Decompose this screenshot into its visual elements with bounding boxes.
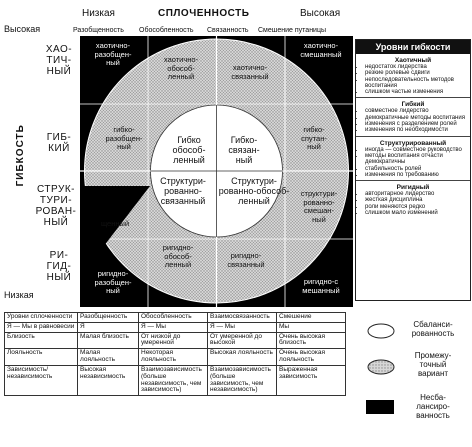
low-flexibility-label: Низкая <box>4 290 34 300</box>
table-cell: Я — Мы <box>208 322 277 332</box>
list-item: • совместное лидерство <box>365 108 468 114</box>
panel-title: Уровни гибкости <box>356 40 470 54</box>
label-line: ленный <box>238 196 270 207</box>
label-rigid-disengaged <box>84 270 142 296</box>
legend-line: рованность <box>411 329 455 339</box>
table-cell: Мы <box>277 322 346 332</box>
label-chaotic-enmeshed <box>292 42 350 59</box>
list-item: • роли меняются редко <box>365 204 468 210</box>
label-flexible-disengaged <box>96 126 152 152</box>
label-structured-disengaged <box>90 220 140 229</box>
cohesion-level-1: Обособленность <box>139 27 194 34</box>
flex-level-chaotic-line: ТИЧ- <box>46 55 72 66</box>
label-line: ленный <box>164 260 192 270</box>
label-line: ленный <box>167 72 195 82</box>
legend-balanced-swatch <box>366 322 396 340</box>
label-chaotic-disengaged <box>84 42 142 68</box>
label-line: связанный <box>227 259 265 269</box>
label-structured-enmeshed <box>292 190 346 225</box>
cohesion-level-2: Связанность <box>207 27 249 34</box>
flex-level-flexible-line: КИЙ <box>48 143 70 154</box>
table-cell: Зависимость/ независимость <box>5 365 78 395</box>
flexibility-title: ГИБКОСТЬ <box>14 124 26 187</box>
high-cohesion-label: Высокая <box>300 8 341 19</box>
flex-level-flexible-line: ГИБ- <box>46 132 72 143</box>
table-cell: Взаимозависимость (больше независимость, чем зависимость) <box>139 365 208 395</box>
panel-section-structured <box>356 137 470 181</box>
label-line: рованно- <box>303 197 335 207</box>
label-line: обособ- <box>164 251 192 261</box>
label-line: ный <box>106 286 120 296</box>
list-item: • слишком частые изменения <box>365 89 468 95</box>
label-line: обособ- <box>167 63 195 73</box>
legend-intermediate-swatch <box>366 358 396 376</box>
section-title: Гибкий <box>401 101 425 109</box>
list-item: • иногда — совместное руководство <box>365 147 468 153</box>
list-item: • слишком мало изменений <box>365 210 468 216</box>
label-line: хаотично- <box>232 63 268 72</box>
label-line: ригидно- <box>162 243 194 252</box>
label-rigid-connected <box>212 252 280 269</box>
list-item: • изменения с разделением ролей <box>365 121 468 127</box>
flex-level-structured-line: РОВАН- <box>35 206 77 217</box>
label-line: связан- <box>228 145 260 156</box>
flex-level-rigid-line: НЫЙ <box>46 272 72 283</box>
table-cell: От умеренной до высокой <box>208 332 277 349</box>
table-cell: Я <box>78 322 139 332</box>
panel-section-flexible <box>356 98 470 136</box>
table-row <box>5 332 346 349</box>
list-item: • изменения по необходимости <box>365 127 468 133</box>
table-cell: Некоторая лояльность <box>139 349 208 366</box>
flex-level-chaotic-line: НЫЙ <box>46 66 72 77</box>
table-header-cell: Уровни сплоченности <box>5 313 78 323</box>
label-line: рованно-обособ- <box>218 186 290 197</box>
table-cell: Малая близость <box>78 332 139 349</box>
table-row <box>5 313 346 323</box>
label-line: Структури- <box>231 176 277 186</box>
label-line: ригидно- <box>230 251 262 260</box>
legend-line: точный <box>419 360 447 370</box>
label-line: обособ- <box>172 145 206 156</box>
label-line: мешанный <box>302 285 340 295</box>
flex-level-rigid-line: РИ- <box>49 250 69 261</box>
table-cell: Я — Мы <box>139 322 208 332</box>
label-rigid-enmeshed <box>290 278 352 295</box>
legend-line: ванность <box>416 411 450 421</box>
label-line: ный <box>106 58 120 68</box>
table-cell: Высокая лояльность <box>208 349 277 366</box>
legend-line: Несба- <box>420 393 446 402</box>
table-header-cell: Взаимосвязанность <box>208 313 277 323</box>
panel-section-rigid <box>356 181 470 218</box>
label-line: хаотично- <box>303 41 339 50</box>
table-row <box>5 349 346 366</box>
label-line: ригидно-с <box>303 277 339 286</box>
legend-unbalanced-label <box>400 393 466 421</box>
table-row <box>5 322 346 332</box>
flex-level-chaotic-line: ХАО- <box>45 44 73 55</box>
label-line: разобщен- <box>94 49 132 59</box>
legend-intermediate-label <box>400 351 466 379</box>
list-item: • демократичные методы воспитания <box>365 115 468 121</box>
cohesion-level-0: Разобщенность <box>73 27 124 34</box>
label-chaotic-connected <box>218 64 282 81</box>
label-line: гибко- <box>303 125 325 134</box>
table-cell: Очень высокая лояльность <box>277 349 346 366</box>
list-item: • методы воспитания отчасти демократичны <box>365 153 468 166</box>
table-cell: Очень высокая близость <box>277 332 346 349</box>
label-line: хаотично- <box>95 41 131 50</box>
label-line: спутан- <box>301 133 327 143</box>
low-cohesion-label: Низкая <box>82 8 115 19</box>
table-cell: Выраженная зависимость <box>277 365 346 395</box>
label-line: ригидно- <box>97 269 129 278</box>
label-line: связанный <box>160 196 206 207</box>
label-line: рованно- <box>164 186 202 197</box>
cohesion-table <box>4 312 346 396</box>
label-line: ный <box>307 142 321 152</box>
section-title: Хаотичный <box>394 57 432 64</box>
label-line: щенный <box>100 219 130 228</box>
list-item: • авторитарное лидерство <box>365 191 468 197</box>
table-cell: Лояльность <box>5 349 78 366</box>
label-flexibly-separated <box>164 135 214 165</box>
label-structurally-separated <box>216 176 292 206</box>
label-line: ный <box>312 214 326 224</box>
label-rigid-separated <box>144 244 212 270</box>
table-cell: Близость <box>5 332 78 349</box>
label-line: ленный <box>173 155 205 166</box>
list-item: • стабильность ролей <box>365 166 468 172</box>
label-line: Гибко- <box>230 135 258 145</box>
table-cell: Малая лояльность <box>78 349 139 366</box>
high-flexibility-label: Высокая <box>4 24 41 34</box>
list-item: • жесткая дисциплина <box>365 197 468 203</box>
label-line: смешан- <box>304 206 334 216</box>
flex-level-structured-line: ТУРИ- <box>39 195 73 206</box>
table-header-cell: Обособленность <box>139 313 208 323</box>
flex-level-chaotic <box>38 44 80 77</box>
legend-unbalanced-swatch <box>366 400 394 414</box>
flexibility-levels-panel <box>355 39 471 301</box>
section-title: Структурированный <box>379 139 447 147</box>
table-cell: Высокая независимость <box>78 365 139 395</box>
label-line: ный <box>235 155 253 166</box>
label-line: гибко- <box>113 125 135 134</box>
label-flexibly-connected <box>218 135 270 165</box>
label-flexible-enmeshed <box>286 126 342 152</box>
cohesion-title: СПЛОЧЕННОСТЬ <box>158 8 250 19</box>
legend-line: лансиро- <box>416 402 450 412</box>
flex-level-structured-line: НЫЙ <box>43 217 69 228</box>
legend-balanced-label <box>400 320 466 338</box>
legend-line: Сбаланси- <box>413 320 453 329</box>
cohesion-level-3: Смешение путаницы <box>258 27 327 34</box>
list-item: • резкие ролевые сдвиги <box>365 70 468 76</box>
flex-level-structured <box>30 184 82 228</box>
table-header-cell: Разобщенность <box>78 313 139 323</box>
label-line: хаотично- <box>163 55 199 64</box>
label-line: ный <box>117 142 131 152</box>
table-cell: От низкой до умеренной <box>139 332 208 349</box>
list-item: • недостаток лидерства <box>365 64 468 70</box>
legend-line: вариант <box>417 369 449 379</box>
legend-line: Промежу- <box>414 351 452 360</box>
section-title: Ригидный <box>396 184 430 192</box>
label-line: разобщен- <box>105 133 143 143</box>
table-row <box>5 365 346 395</box>
flex-level-rigid-line: ГИД- <box>46 261 72 272</box>
label-line: разобщен- <box>94 277 132 287</box>
list-item: • непоследовательность методов воспитания <box>365 77 468 90</box>
label-line: Структури- <box>160 176 206 186</box>
flex-level-flexible <box>38 132 80 154</box>
table-cell: Взаимозависимость (больше зависимость, чем независимость) <box>208 365 277 395</box>
panel-section-chaotic <box>356 54 470 98</box>
table-header-cell: Смешение <box>277 313 346 323</box>
table-cell: Я — Мы в равновесии <box>5 322 78 332</box>
flex-level-structured-line: СТРУК- <box>37 184 75 195</box>
flex-level-rigid <box>38 250 80 283</box>
label-line: Гибко <box>177 135 201 145</box>
list-item: • изменения по требованию <box>365 172 468 178</box>
label-line: структури- <box>300 189 338 198</box>
label-line: смешанный <box>300 49 342 59</box>
label-line: связанный <box>231 71 269 81</box>
label-structurally-connected <box>150 176 216 206</box>
label-chaotic-separated <box>148 56 214 82</box>
